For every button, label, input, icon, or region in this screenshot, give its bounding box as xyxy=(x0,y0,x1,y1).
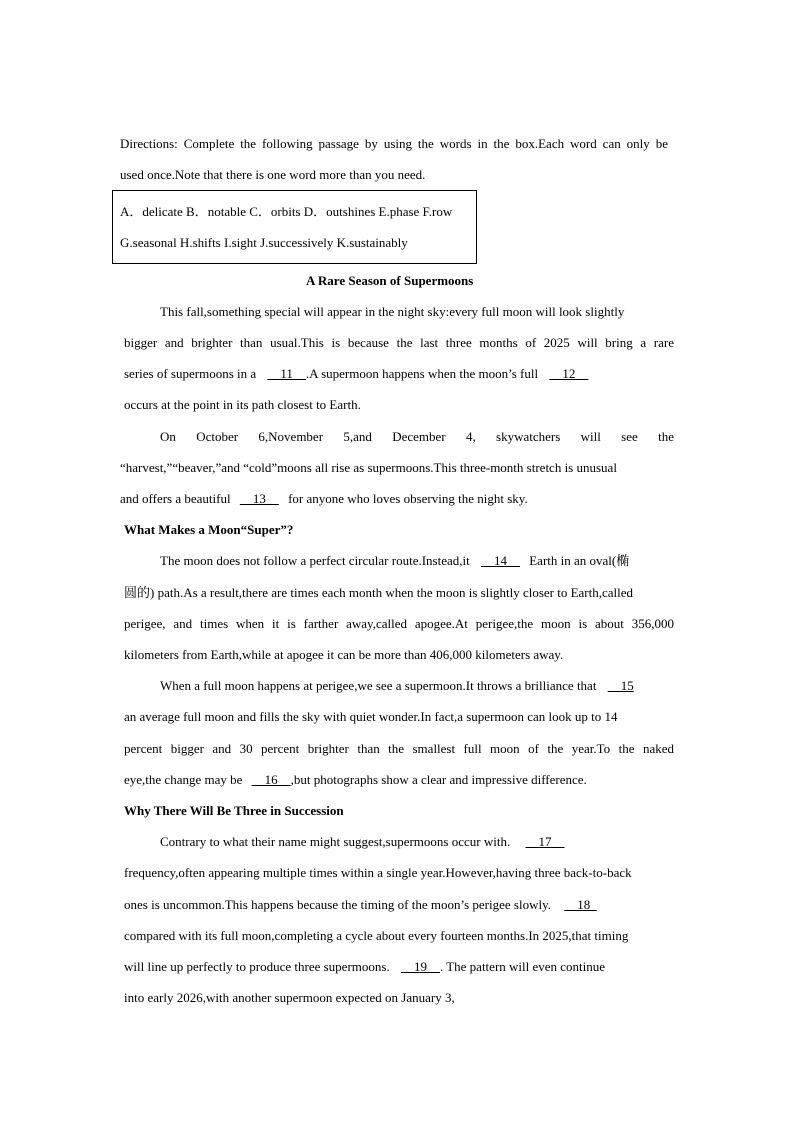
blank-18[interactable]: 18 xyxy=(564,897,597,912)
p3-line-2: 圆的) path.As a result,there are times each month when the moon is slightly closer to Earth,called xyxy=(124,585,634,600)
p3-line-1 xyxy=(160,553,629,569)
p2-text: for anyone who loves observing the night sky. xyxy=(288,491,528,506)
p1-line-3 xyxy=(124,366,588,382)
blank-19[interactable]: 19 xyxy=(400,959,440,974)
p4-text: eye,the change may be xyxy=(124,772,243,787)
section-heading-2: Why There Will Be Three in Succession xyxy=(124,803,344,818)
p5-line-3 xyxy=(124,897,597,913)
blank-14[interactable]: 14 xyxy=(480,553,520,568)
p1-line-1: This fall,something special will appear in the night sky:every full moon will look slightly xyxy=(160,304,625,319)
p5-line-1 xyxy=(160,834,564,850)
word-box-line-2: G.seasonal H.shifts I.sight J.successively K.sustainably xyxy=(120,235,408,250)
p5-line-4: compared with its full moon,completing a cycle about every fourteen months.In 2025,that timing xyxy=(124,928,629,943)
p3-line-4: kilometers from Earth,while at apogee it can be more than 406,000 kilometers away. xyxy=(124,647,564,662)
p5-text: ones is uncommon.This happens because the timing of the moon’s perigee slowly. xyxy=(124,897,551,912)
blank-12[interactable]: 12 xyxy=(549,366,589,381)
section-heading-1: What Makes a Moon“Super”? xyxy=(124,522,294,537)
word-box-line-1: A．delicate B．notable C．orbits D．outshines E.phase F.row xyxy=(120,204,453,219)
p5-text: will line up perfectly to produce three supermoons. xyxy=(124,959,390,974)
p1-text: series of supermoons in a xyxy=(124,366,257,381)
p2-line-1: On October 6,November 5,and December 4, skywatchers will see the xyxy=(160,429,674,444)
p5-line-5 xyxy=(124,959,605,975)
p3-line-3: perigee, and times when it is farther away,called apogee.At perigee,the moon is about 356,000 xyxy=(124,616,674,631)
p4-line-1 xyxy=(160,678,634,694)
p2-line-2: “harvest,”“beaver,”and “cold”moons all rise as supermoons.This three-month stretch is unusual xyxy=(120,460,617,475)
p5-line-6: into early 2026,with another supermoon expected on January 3, xyxy=(124,990,455,1005)
p5-text: Contrary to what their name might suggest,supermoons occur with. xyxy=(160,834,511,849)
p1-line-4: occurs at the point in its path closest to Earth. xyxy=(124,397,361,412)
p5-line-2: frequency,often appearing multiple times within a single year.However,having three back-to-back xyxy=(124,865,632,880)
p2-text: and offers a beautiful xyxy=(120,491,231,506)
blank-11[interactable]: 11 xyxy=(267,366,306,381)
p3-text: Earth in an oval(椭 xyxy=(529,553,630,568)
p4-line-4 xyxy=(124,772,587,788)
p4-text: When a full moon happens at perigee,we see a supermoon.It throws a brilliance that xyxy=(160,678,597,693)
blank-16[interactable]: 16 xyxy=(251,772,291,787)
p2-line-3 xyxy=(120,491,528,507)
p1-line-2: bigger and brighter than usual.This is because the last three months of 2025 will bring a rare xyxy=(124,335,674,350)
p1-text: .A supermoon happens when the moon’s full xyxy=(305,366,539,381)
directions-line-1: Directions: Complete the following passage by using the words in the box.Each word can only be xyxy=(120,136,668,151)
passage-title: A Rare Season of Supermoons xyxy=(306,273,474,288)
p4-text: ,but photographs show a clear and impressive difference. xyxy=(290,772,587,787)
p4-line-3: percent bigger and 30 percent brighter than the smallest full moon of the year.To the naked xyxy=(124,741,674,756)
blank-13[interactable]: 13 xyxy=(239,491,279,506)
p3-text: The moon does not follow a perfect circular route.Instead,it xyxy=(160,553,470,568)
p4-line-2: an average full moon and fills the sky with quiet wonder.In fact,a supermoon can look up to 14 xyxy=(124,709,618,724)
p5-text: . The pattern will even continue xyxy=(439,959,606,974)
word-box xyxy=(112,190,477,264)
directions-line-2: used once.Note that there is one word more than you need. xyxy=(120,167,426,182)
blank-15[interactable]: 15 xyxy=(607,678,634,693)
blank-17[interactable]: 17 xyxy=(525,834,565,849)
